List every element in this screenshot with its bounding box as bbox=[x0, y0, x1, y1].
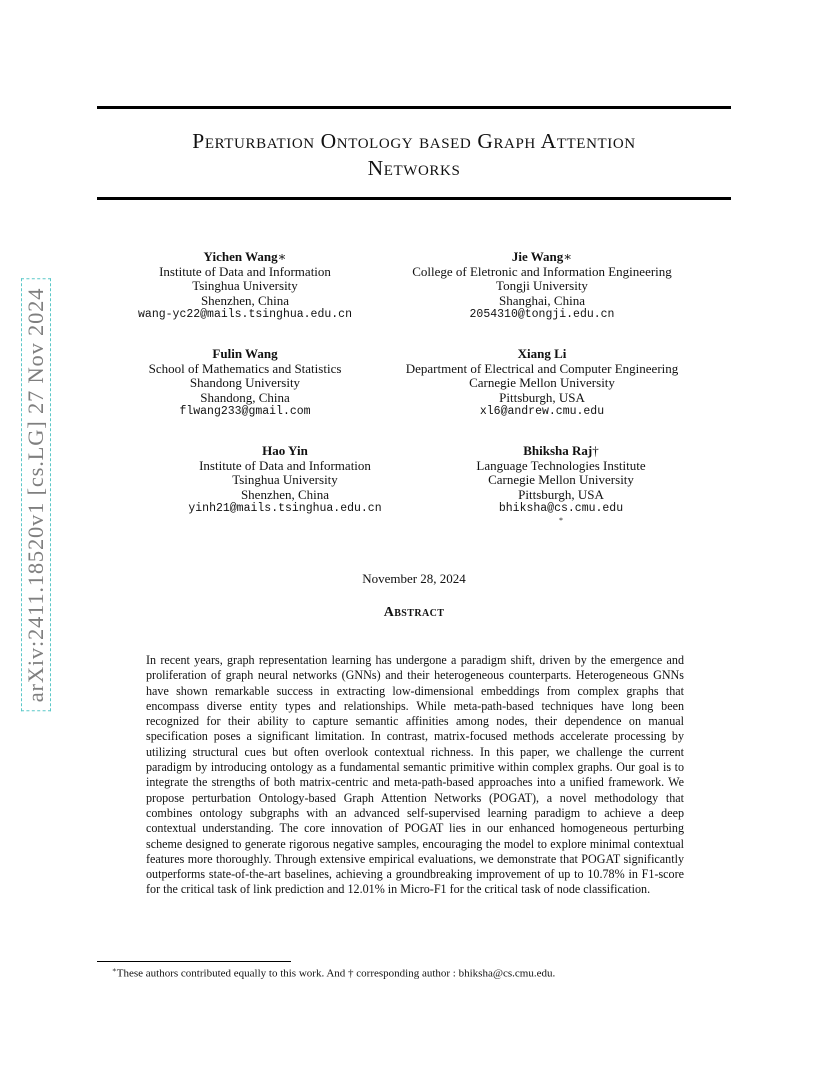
footnote-text: These authors contributed equally to this work. And † corresponding author : bhiksha@cs.cmu.edu. bbox=[116, 967, 556, 980]
author-university: Carnegie Mellon University bbox=[469, 375, 615, 391]
abstract-body: In recent years, graph representation learning has undergone a paradigm shift, driven by the emergence and proliferation of graph neural networks (GNNs) and their heterogeneous counterparts. Heterogeneous GNNs have shown remarkable success in extracting low-dimensional embeddings from complex graphs that encompass diverse entity types and relationships. While meta-path-based techniques have long been recognized for their ability to capture semantic affinities among nodes, their dependence on manual specification poses a significant limitation. In contrast, matrix-focused methods accelerate processing by utilizing structural cues but often overlook contextual richness. In this paper, we challenge the current paradigm by introducing ontology as a fundamental semantic primitive within complex graphs. Our goal is to integrate the strengths of both matrix-centric and meta-path-based approaches into a unified framework. We propose perturbation Ontology-based Graph Attention Networks (POGAT), a novel methodology that combines ontology subgraphs with an advanced self-supervised learning paradigm to achieve a deep contextual understanding. The core innovation of POGAT lies in our enhanced homogeneous perturbing scheme designed to generate rigorous negative samples, encouraging the model to explore minimal contextual features more thoroughly. Through extensive empirical evaluations, we demonstrate that POGAT significantly outperforms state-of-the-art baselines, achieving a groundbreaking improvement of up to 10.78% in F1-score for the critical task of link prediction and 12.01% in Micro-F1 for the critical task of node classification. bbox=[146, 653, 684, 897]
author-mark: ∗ bbox=[563, 249, 573, 264]
author-name: Bhiksha Raj bbox=[523, 443, 593, 458]
title-line-2: Networks bbox=[367, 156, 461, 180]
author-email[interactable]: bhiksha@cs.cmu.edu bbox=[498, 502, 624, 516]
author-university: Tongji University bbox=[496, 278, 588, 294]
author-affiliation: Institute of Data and Information bbox=[159, 263, 331, 279]
author-location: Shandong, China bbox=[200, 389, 290, 405]
author-email[interactable]: yinh21@mails.tsinghua.edu.cn bbox=[188, 502, 382, 516]
author-name: Hao Yin bbox=[262, 443, 308, 458]
author-location: Shenzhen, China bbox=[240, 486, 330, 502]
footnote-rule bbox=[97, 961, 291, 962]
author-affiliation: Department of Electrical and Computer Engineering bbox=[405, 360, 679, 376]
paper-title bbox=[97, 128, 731, 182]
author-name: Yichen Wang bbox=[203, 249, 278, 264]
author-affiliation: Language Technologies Institute bbox=[476, 457, 646, 473]
author-university: Tsinghua University bbox=[232, 472, 338, 488]
author-block-yichen-wang bbox=[80, 250, 410, 323]
author-block-fulin-wang bbox=[80, 347, 410, 420]
author-affiliation: Institute of Data and Information bbox=[199, 457, 371, 473]
footnote bbox=[112, 964, 712, 981]
footnote-marker: ∗ bbox=[112, 966, 117, 974]
author-location: Shanghai, China bbox=[499, 292, 585, 308]
author-location: Shenzhen, China bbox=[200, 292, 290, 308]
title-top-rule bbox=[97, 106, 731, 109]
abstract-heading: Abstract bbox=[383, 605, 445, 620]
author-email[interactable]: 2054310@tongji.edu.cn bbox=[469, 308, 615, 322]
author-university: Tsinghua University bbox=[192, 278, 298, 294]
author-university: Shandong University bbox=[189, 375, 301, 391]
author-location: Pittsburgh, USA bbox=[518, 486, 604, 502]
publication-date: November 28, 2024 bbox=[362, 571, 466, 586]
author-block-jie-wang bbox=[377, 250, 707, 323]
arxiv-identifier-sidebar[interactable]: arXiv:2411.18520v1 [cs.LG] 27 Nov 2024 bbox=[21, 279, 51, 712]
title-bottom-rule bbox=[97, 197, 731, 200]
author-mark: ∗ bbox=[277, 249, 287, 264]
author-affiliation: School of Mathematics and Statistics bbox=[148, 360, 342, 376]
author-block-bhiksha-raj bbox=[396, 444, 726, 525]
author-mark: † bbox=[592, 443, 599, 458]
author-email[interactable]: flwang233@gmail.com bbox=[179, 405, 311, 419]
author-footnote-marker: * bbox=[559, 515, 563, 525]
author-location: Pittsburgh, USA bbox=[499, 389, 585, 405]
author-email[interactable]: xl6@andrew.cmu.edu bbox=[479, 405, 605, 419]
author-email[interactable]: wang-yc22@mails.tsinghua.edu.cn bbox=[138, 308, 352, 322]
author-name: Fulin Wang bbox=[212, 346, 278, 361]
author-name: Xiang Li bbox=[517, 346, 567, 361]
author-block-xiang-li bbox=[377, 347, 707, 420]
author-name: Jie Wang bbox=[511, 249, 564, 264]
title-line-1: Perturbation Ontology based Graph Attention bbox=[192, 129, 636, 153]
author-university: Carnegie Mellon University bbox=[488, 472, 634, 488]
author-affiliation: College of Eletronic and Information Engineering bbox=[412, 263, 672, 279]
